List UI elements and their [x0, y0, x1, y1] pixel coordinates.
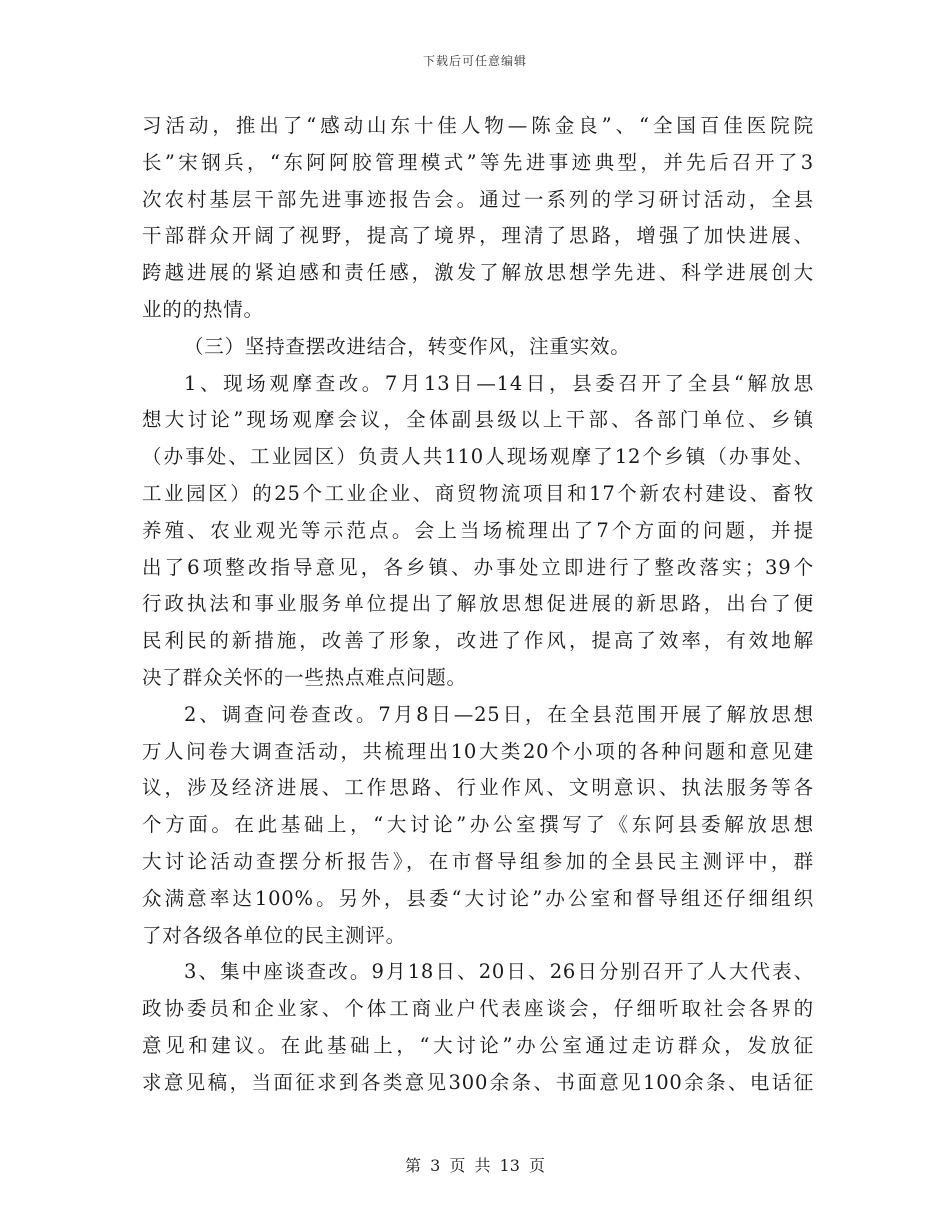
text-line: 干部群众开阔了视野，提高了境界，理清了思路，增强了加快进展、 [142, 224, 814, 248]
page-header: 下载后可任意编辑 [422, 54, 527, 68]
text-line: 3、集中座谈查改。9月18日、20日、26日分别召开了人大代表、 [184, 960, 814, 984]
text-line: 意见和建议。在此基础上，“大讨论”办公室通过走访群众，发放征 [142, 1033, 814, 1057]
text-line: 政协委员和企业家、个体工商业户代表座谈会，仔细听取社会各界的 [142, 997, 814, 1021]
text-line: 民利民的新措施，改善了形象，改进了作风，提高了效率，有效地解 [142, 629, 814, 653]
text-line: 长”宋钢兵，“东阿阿胶管理模式”等先进事迹典型，并先后召开了3 [142, 150, 814, 174]
text-line: 行政执法和事业服务单位提出了解放思想促进展的新思路，出台了便 [142, 592, 814, 616]
text-line: 大讨论活动查摆分析报告》，在市督导组参加的全县民主测评中，群 [142, 849, 814, 873]
text-line: 万人问卷大调查活动，共梳理出10大类20个小项的各种问题和意见建 [142, 739, 814, 763]
text-line: 众满意率达100%。另外，县委“大讨论”办公室和督导组还仔细组织 [142, 886, 814, 910]
text-line: 想大讨论”现场观摩会议，全体副县级以上干部、各部门单位、乡镇 [142, 408, 814, 432]
document-body [142, 108, 814, 1102]
text-line: 1、现场观摩查改。7月13日—14日，县委召开了全县“解放思 [184, 371, 814, 395]
text-line: 2、调查问卷查改。7月8日—25日，在全县范围开展了解放思想 [184, 702, 814, 726]
text-line: 议，涉及经济进展、工作思路、行业作风、文明意识、执法服务等各 [142, 776, 814, 800]
page-footer: 第 3 页 共 13 页 [405, 1156, 545, 1175]
text-line: 求意见稿，当面征求到各类意见300余条、书面意见100余条、电话征 [142, 1070, 814, 1094]
text-line: 决了群众关怀的一些热点难点问题。 [142, 665, 467, 689]
text-line: 了对各级各单位的民主测评。 [142, 923, 406, 947]
text-line: （三）坚持查摆改进结合，转变作风，注重实效。 [184, 334, 631, 358]
text-line: 工业园区）的25个工业企业、商贸物流项目和17个新农村建设、畜牧 [142, 481, 814, 505]
text-line: 习活动，推出了“感动山东十佳人物—陈金良”、“全国百佳医院院 [142, 114, 814, 137]
text-line: 跨越进展的紧迫感和责任感，激发了解放思想学先进、科学进展创大 [142, 261, 814, 285]
text-line: 个方面。在此基础上，“大讨论”办公室撰写了《东阿县委解放思想 [142, 813, 814, 837]
text-line: （办事处、工业园区）负责人共110人现场观摩了12个乡镇（办事处、 [142, 445, 814, 469]
text-line: 养殖、农业观光等示范点。会上当场梳理出了7个方面的问题，并提 [142, 518, 814, 542]
text-line: 出了6项整改指导意见，各乡镇、办事处立即进行了整改落实；39个 [142, 555, 814, 579]
text-line: 次农村基层干部先进事迹报告会。通过一系列的学习研讨活动，全县 [142, 187, 814, 211]
text-line: 业的的热情。 [142, 297, 264, 321]
